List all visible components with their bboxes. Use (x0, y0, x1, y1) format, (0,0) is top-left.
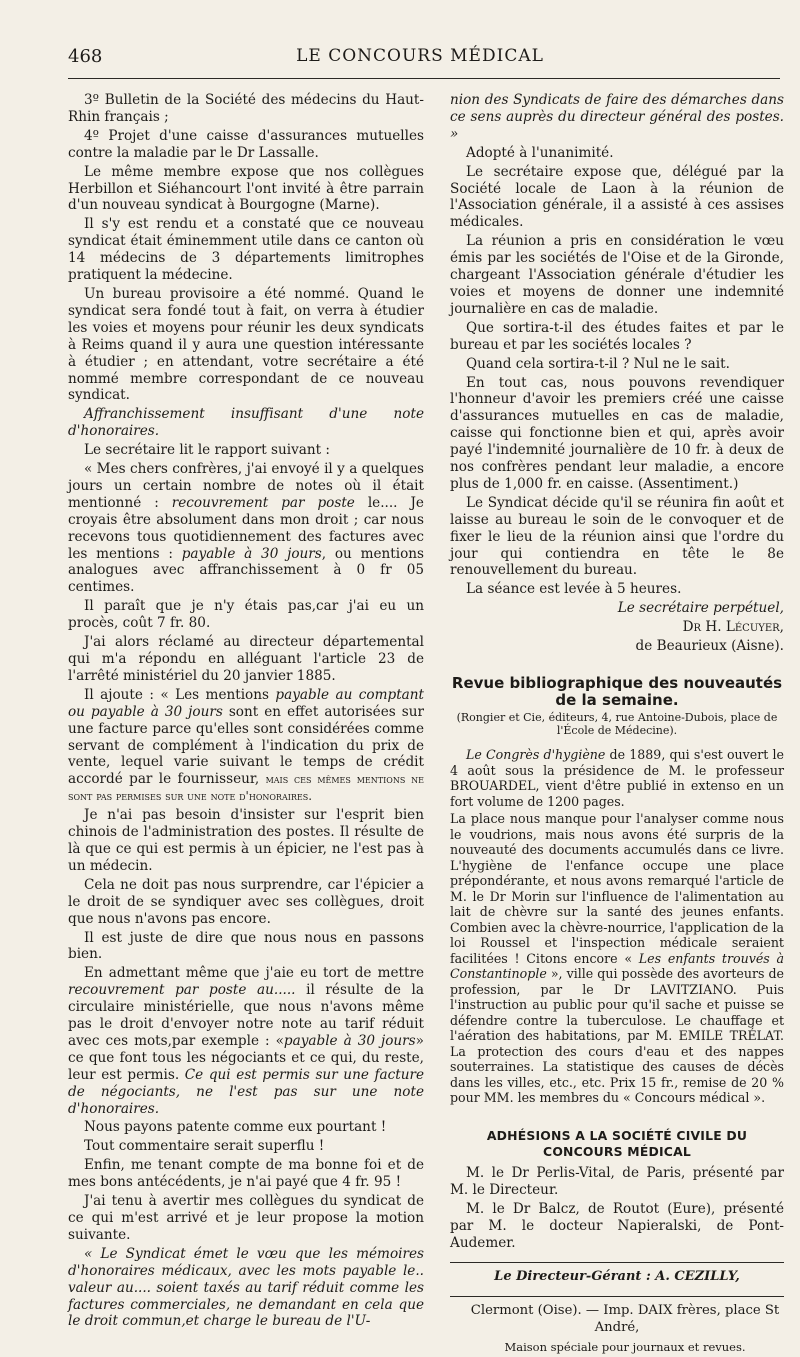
text-italic: Ce qui est permis sur une facture de négociants, ne l'est pas sur une note d'honoraires. (68, 1066, 424, 1117)
divider (450, 1296, 784, 1297)
text: sont en effet autorisées sur une facture parce qu'elles sont considérées comme servant de complément à l'indication du prix de vente, lequel varie suivant le temps de crédit accordé par le fournisseur, (68, 703, 424, 788)
text: , ou mentions analogues avec affranchissement à 0 fr 05 centimes. (68, 545, 424, 596)
text: de 1889, qui s'est ouvert le 4 août sous la présidence de M. le professeur BROUARDEL, vient d'être publié in extenso en un fort volume de 1200 pages. (450, 747, 784, 809)
text: » ce que font tous les négociants et ce qui, du reste, leur est permis. (68, 1032, 424, 1083)
printer-imprint: Clermont (Oise). — Imp. DAIX frères, place St André, (470, 1302, 780, 1335)
paragraph: M. le Dr Balcz, de Routot (Eure), présenté par M. le docteur Napieralski, de Pont-Audemer. (450, 1201, 784, 1251)
paragraph-motion: « Le Syndicat émet le vœu que les mémoires d'honoraires médicaux, avec les mots payable le.. valeur au.... soient taxés au tarif réduit comme les factures commerciales, ne demandant en cela que le droit commun,et charge le bureau de l'U- (68, 1245, 424, 1330)
director-signature: Le Directeur-Gérant : A. CEZILLY, (494, 1268, 740, 1284)
paragraph: 3º Bulletin de la Société des médecins du Haut-Rhin français ; (68, 92, 424, 125)
text: », ville qui possède des avorteurs de profession, par le Dr LAVITZIANO. Puis l'instruction au public pour qu'il sache et puisse se défendre contre la tuberculose. Le chauffage et l'aération des habitations, par M. EMILE TRÉLAT. La protection des cours d'eau et des nappes souterraines. La statistique des causes de décès dans les villes, etc., etc. Prix 15 fr., remise de 20 % pour MM. les membres du « Concours médical ». (450, 966, 784, 1105)
bibliography-section (450, 747, 784, 1106)
text-italic: Le Congrès d'hygiène (466, 747, 606, 762)
paragraph: 4º Projet d'une caisse d'assurances mutuelles contre la maladie par le Dr Lassalle. (68, 127, 424, 161)
header-rule (68, 78, 780, 79)
paragraph: Que sortira-t-il des études faites et par le bureau et par les sociétés locales ? (450, 319, 784, 353)
left-column (68, 92, 424, 1332)
text-italic: payable au comptant ou payable à 30 jours (68, 686, 424, 720)
paragraph: Cela ne doit pas nous surprendre, car l'épicier a le droit de se syndiquer avec ses collègues, droit que nous n'avons pas encore. (68, 876, 424, 927)
paragraph: Je n'ai pas besoin d'insister sur l'esprit bien chinois de l'administration des postes. Il résulte de là que ce qui est permis à un épicier, ne l'est pas à un médecin. (68, 807, 424, 874)
text-italic: recouvrement par poste (171, 494, 355, 511)
paragraph (68, 461, 424, 596)
page-header (60, 46, 780, 76)
bibliography-publisher: (Rongier et Cie, éditeurs, 4, rue Antoine-Dubois, place de l'École de Médecine). (456, 711, 778, 737)
text: Il ajoute : « Les mentions (84, 686, 276, 703)
paragraph (68, 965, 424, 1117)
text-italic: recouvrement par poste au..... (68, 982, 296, 999)
paragraph: Adopté à l'unanimité. (466, 144, 614, 161)
subheading: Affranchissement insuffisant d'une note d'honoraires. (68, 406, 424, 440)
signature-role: Le secrétaire perpétuel, (617, 600, 784, 617)
paragraph: La réunion a pris en considération le vœu émis par les sociétés de l'Oise et de la Gironde, chargeant l'Association générale d'étudier les voies et moyens de donner une indemnité journalière en cas de maladie. (450, 233, 784, 317)
text: le.... Je croyais être absolument dans mon droit ; car nous recevons tous quotidiennement des factures avec les mentions : (68, 494, 424, 562)
paragraph: Il paraît que je n'y étais pas,car j'ai eu un procès, coût 7 fr. 80. (68, 598, 424, 632)
paragraph: Quand cela sortira-t-il ? Nul ne le sait. (466, 355, 730, 372)
paragraph: En tout cas, nous pouvons revendiquer l'honneur d'avoir les premiers créé une caisse d'assurances mutuelles en cas de maladie, caisse qui fonctionne bien et qui, après avoir payé l'indemnité journalière de 10 fr. à deux de nos confrères pendant leur maladie, a encore plus de 1,000 fr. en caisse. (Assentiment.) (450, 374, 784, 492)
page-number: 468 (68, 46, 103, 67)
paragraph: Enfin, me tenant compte de ma bonne foi et de mes bons antécédents, je n'ai payé que 4 fr. 95 ! (68, 1157, 424, 1191)
paragraph: Un bureau provisoire a été nommé. Quand le syndicat sera fondé tout à fait, on verra à étudier les voies et moyens pour réunir les deux syndicats à Reims quand il y aura une question intéressante à étudier ; en attendant, votre secrétaire a été nommé membre correspondant de ce nouveau syndicat. (68, 285, 424, 404)
bibliography-title: Revue bibliographique des nouveautés de la semaine. (451, 674, 783, 709)
paragraph (68, 687, 424, 805)
journal-title: LE CONCOURS MÉDICAL (296, 46, 544, 66)
paragraph: Le même membre expose que nos collègues Herbillon et Siéhancourt l'ont invité à être parrain d'un nouveau syndicat à Bourgogne (Marne). (68, 163, 424, 214)
paragraph: J'ai alors réclamé au directeur départemental qui m'a répondu en alléguant l'article 23 de l'arrêté ministériel du 20 janvier 1885. (68, 634, 424, 684)
paragraph: nion des Syndicats de faire des démarches dans ce sens auprès du directeur général des postes. » (450, 92, 784, 142)
signature-name: Dr H. Lécuyer, (682, 619, 784, 636)
text-italic: Les enfants trouvés à Constantinople (450, 950, 784, 981)
paragraph (450, 747, 784, 809)
text: La place nous manque pour l'analyser comme nous le voudrions, mais nous avons été surpris de la nouveauté des documents accumulés dans ce livre. L'hygiène de l'enfance occupe une place prépondérante, et nous avons remarqué l'article de M. le Dr Morin sur l'influence de l'alimentation au lait de chèvre sur la santé des jeunes enfants. Combien avec la chèvre-nourrice, l'application de la loi Roussel et l'inspection médicale seraient facilitées ! Citons encore « (450, 811, 784, 966)
paragraph: La séance est levée à 5 heures. (466, 581, 682, 598)
text-italic: payable à 30 jours (283, 1032, 416, 1049)
paragraph (450, 811, 784, 1106)
signature-place: de Beaurieux (Aisne). (635, 638, 784, 655)
divider (450, 1262, 784, 1263)
text: « Mes chers confrères, j'ai envoyé il y a quelques jours un certain nombre de notes où il était mentionné : (68, 461, 424, 511)
printer-tagline: Maison spéciale pour journaux et revues. (504, 1339, 746, 1354)
adhesions-title: ADHÉSIONS A LA SOCIÉTÉ CIVILE DU CONCOURS MÉDICAL (486, 1127, 748, 1160)
text-italic: payable à 30 jours (181, 545, 322, 562)
paragraph: Il est juste de dire que nous nous en passons bien. (68, 929, 424, 963)
paragraph: Le secrétaire expose que, délégué par la Société locale de Laon à la réunion de l'Association générale, il a assisté à ces assises médicales. (450, 163, 784, 231)
text: En admettant même que j'aie eu tort de mettre (84, 965, 424, 982)
paragraph: Il s'y est rendu et a constaté que ce nouveau syndicat était éminemment utile dans ce canton où 14 médecins de 3 départements limitrophes pratiquent la médecine. (68, 216, 424, 284)
paragraph: Le Syndicat décide qu'il se réunira fin août et laisse au bureau le soin de le convoquer et de fixer le lieu de la réunion ainsi que l'ordre du jour qui contiendra en tête le 8e renouvellement du bureau. (450, 494, 784, 579)
text: il résulte de la circulaire ministérielle, que nous n'avons même pas le droit d'envoyer notre note au tarif réduit avec ces mots,par exemple : « (68, 982, 424, 1049)
right-column (450, 92, 784, 1357)
paragraph: J'ai tenu à avertir mes collègues du syndicat de ce qui m'est arrivé et je leur propose la motion suivante. (68, 1193, 424, 1243)
paragraph: M. le Dr Perlis-Vital, de Paris, présenté par M. le Directeur. (450, 1165, 784, 1199)
paragraph: Tout commentaire serait superflu ! (84, 1138, 325, 1155)
paragraph: Le secrétaire lit le rapport suivant : (84, 442, 330, 459)
paragraph: Nous payons patente comme eux pourtant ! (84, 1119, 387, 1136)
text-smallcaps: mais ces mêmes mentions ne sont pas permises sur une note d'honoraires. (68, 772, 424, 804)
